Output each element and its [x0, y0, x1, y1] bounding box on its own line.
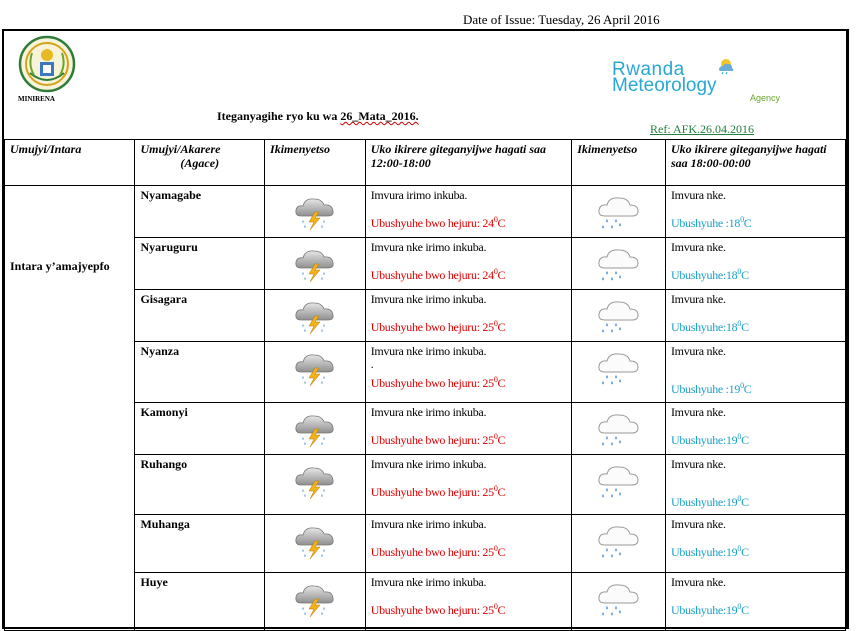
- day-temperature: [371, 215, 567, 231]
- day-forecast-cell: [365, 455, 572, 515]
- day-temperature: [371, 544, 567, 560]
- temp-unit: C: [497, 320, 506, 334]
- degree-sup: 0: [493, 602, 498, 611]
- thunderstorm-icon: [293, 521, 337, 561]
- day-forecast-cell: [365, 403, 572, 455]
- light-rain-icon: [596, 192, 642, 232]
- temp-unit: C: [741, 320, 749, 334]
- thunderstorm-icon: [293, 461, 337, 501]
- degree-sup: 0: [737, 319, 742, 328]
- thunderstorm-icon: [293, 244, 337, 284]
- thunderstorm-icon: [293, 348, 337, 388]
- night-description: Imvura nke.: [670, 457, 726, 471]
- night-forecast-cell: [665, 186, 845, 238]
- extra-mark: .: [370, 357, 374, 371]
- degree-sup: 0: [493, 319, 498, 328]
- district-name: Gisagara: [135, 290, 265, 342]
- day-temperature: [371, 484, 567, 500]
- night-temp-value: Ubushyuhe:19: [670, 603, 738, 617]
- temp-unit: C: [741, 433, 749, 447]
- night-temperature: [671, 319, 840, 335]
- day-temp-value: Ubushyuhe bwo hejuru: 25: [370, 603, 494, 617]
- day-temperature: [371, 375, 567, 391]
- region-cell: [5, 186, 135, 631]
- light-rain-icon: [596, 296, 642, 336]
- thunderstorm-icon: [293, 409, 337, 449]
- day-temperature: [371, 319, 567, 335]
- col-district-a: Umujyi/Akarere: [140, 142, 221, 156]
- degree-sup: 0: [740, 381, 744, 390]
- night-temp-value: Ubushyuhe :18: [670, 216, 741, 230]
- logo-sun-cloud-icon: [716, 57, 736, 75]
- day-temp-value: Ubushyuhe bwo hejuru: 24: [370, 216, 494, 230]
- day-icon-cell: [265, 290, 366, 342]
- night-forecast-cell: [665, 290, 845, 342]
- day-description: Imvura nke irimo inkuba.: [370, 344, 487, 358]
- night-description: Imvura nke.: [670, 188, 726, 202]
- day-icon-cell: [265, 455, 366, 515]
- day-description: Imvura nke irimo inkuba.: [370, 240, 487, 254]
- forecast-header: [4, 31, 846, 140]
- night-temperature: [671, 267, 840, 283]
- night-forecast-cell: [665, 238, 845, 290]
- degree-sup: 0: [493, 267, 498, 276]
- temp-unit: C: [497, 268, 506, 282]
- col-day-weather: Uko ikirere giteganyijwe hagati saa 12:00-18:00: [365, 140, 572, 186]
- temp-unit: C: [741, 495, 749, 509]
- temp-unit: C: [497, 376, 506, 390]
- temp-unit: C: [497, 485, 506, 499]
- temp-unit: C: [741, 603, 749, 617]
- light-rain-icon: [596, 348, 642, 388]
- region-name: Intara y’amajyepfo: [10, 259, 110, 273]
- day-forecast-cell: [365, 186, 572, 238]
- day-description: Imvura nke irimo inkuba.: [370, 457, 487, 471]
- temp-unit: C: [741, 268, 749, 282]
- day-forecast-cell: [365, 515, 572, 573]
- day-temperature: [371, 267, 567, 283]
- night-description: Imvura nke.: [670, 575, 726, 589]
- light-rain-icon: [596, 579, 642, 619]
- thunderstorm-icon: [293, 579, 337, 619]
- night-temp-value: Ubushyuhe:18: [670, 268, 738, 282]
- meteo-logo: [612, 59, 781, 103]
- night-temp-value: Ubushyuhe :19: [670, 382, 741, 396]
- night-temp-value: Ubushyuhe:18: [670, 320, 738, 334]
- degree-sup: 0: [737, 544, 742, 553]
- forecast-table: [4, 139, 846, 631]
- night-forecast-cell: [665, 455, 845, 515]
- temp-unit: C: [497, 433, 506, 447]
- day-description: Imvura irimo inkuba.: [370, 188, 468, 202]
- day-description: Imvura nke irimo inkuba.: [370, 575, 487, 589]
- logo-line-3: Agency: [750, 93, 781, 103]
- day-description: Imvura nke irimo inkuba.: [370, 517, 487, 531]
- day-forecast-cell: [365, 290, 572, 342]
- degree-sup: 0: [493, 375, 498, 384]
- night-forecast-cell: [665, 515, 845, 573]
- degree-sup: 0: [493, 215, 498, 224]
- date-of-issue: Date of Issue: Tuesday, 26 April 2016: [463, 12, 660, 27]
- ministry-label: MINIRENA: [18, 95, 55, 103]
- day-forecast-cell: [365, 342, 572, 403]
- day-description: Imvura nke irimo inkuba.: [370, 405, 487, 419]
- temp-unit: C: [741, 545, 749, 559]
- night-description: Imvura nke.: [670, 517, 726, 531]
- rwanda-seal-icon: [18, 35, 76, 93]
- day-temp-value: Ubushyuhe bwo hejuru: 25: [370, 485, 494, 499]
- night-description: Imvura nke.: [670, 405, 726, 419]
- night-icon-cell: [572, 186, 666, 238]
- degree-sup: 0: [493, 484, 498, 493]
- day-temp-value: Ubushyuhe bwo hejuru: 25: [370, 376, 494, 390]
- thunderstorm-icon: [293, 192, 337, 232]
- night-icon-cell: [572, 290, 666, 342]
- day-icon-cell: [265, 186, 366, 238]
- forecast-title: [217, 109, 419, 124]
- night-icon-cell: [572, 455, 666, 515]
- day-temperature: [371, 432, 567, 448]
- title-date: 26_Mata_2016.: [340, 109, 419, 123]
- night-description: Imvura nke.: [670, 240, 726, 254]
- day-icon-cell: [265, 342, 366, 403]
- degree-sup: 0: [737, 602, 742, 611]
- day-icon-cell: [265, 403, 366, 455]
- night-icon-cell: [572, 515, 666, 573]
- night-temp-value: Ubushyuhe:19: [670, 495, 738, 509]
- night-forecast-cell: [665, 342, 845, 403]
- light-rain-icon: [596, 244, 642, 284]
- degree-sup: 0: [737, 494, 742, 503]
- day-temp-value: Ubushyuhe bwo hejuru: 25: [370, 545, 494, 559]
- night-description: Imvura nke.: [670, 292, 726, 306]
- night-forecast-cell: [665, 403, 845, 455]
- night-temperature: [671, 432, 840, 448]
- district-name: Huye: [135, 573, 265, 631]
- district-name: Muhanga: [135, 515, 265, 573]
- reference-link[interactable]: Ref: AFK.26.04.2016: [650, 122, 755, 136]
- night-temp-value: Ubushyuhe:19: [670, 545, 738, 559]
- night-description: Imvura nke.: [670, 344, 726, 358]
- thunderstorm-icon: [293, 296, 337, 336]
- district-name: Nyamagabe: [135, 186, 265, 238]
- degree-sup: 0: [737, 267, 742, 276]
- table-row: [5, 186, 846, 238]
- day-temp-value: Ubushyuhe bwo hejuru: 25: [370, 320, 494, 334]
- col-district-b: (Agace): [180, 156, 220, 170]
- forecast-frame: [2, 29, 849, 629]
- light-rain-icon: [596, 521, 642, 561]
- col-icon-night: Ikimenyetso: [572, 140, 666, 186]
- light-rain-icon: [596, 461, 642, 501]
- col-region: Umujyi/Intara: [5, 140, 135, 186]
- temp-unit: C: [743, 382, 752, 396]
- col-night-weather: Uko ikirere giteganyijwe hagati saa 18:00-00:00: [665, 140, 845, 186]
- night-icon-cell: [572, 238, 666, 290]
- degree-sup: 0: [493, 432, 498, 441]
- temp-unit: C: [743, 216, 752, 230]
- day-temp-value: Ubushyuhe bwo hejuru: 25: [370, 433, 494, 447]
- day-icon-cell: [265, 515, 366, 573]
- night-temperature: [671, 544, 840, 560]
- district-name: Ruhango: [135, 455, 265, 515]
- day-temp-value: Ubushyuhe bwo hejuru: 24: [370, 268, 494, 282]
- day-icon-cell: [265, 238, 366, 290]
- night-temperature: [671, 494, 840, 510]
- degree-sup: 0: [737, 432, 742, 441]
- logo-line-2: Meteorology: [612, 75, 717, 96]
- night-temperature: [671, 381, 840, 397]
- district-name: Nyanza: [135, 342, 265, 403]
- title-prefix: Iteganyagihe ryo ku wa: [217, 109, 341, 123]
- district-name: Kamonyi: [135, 403, 265, 455]
- district-name: Nyaruguru: [135, 238, 265, 290]
- degree-sup: 0: [740, 215, 744, 224]
- night-temp-value: Ubushyuhe:19: [670, 433, 738, 447]
- degree-sup: 0: [493, 544, 498, 553]
- light-rain-icon: [596, 409, 642, 449]
- table-header-row: [5, 140, 846, 186]
- night-icon-cell: [572, 403, 666, 455]
- night-temperature: [671, 602, 840, 618]
- night-icon-cell: [572, 342, 666, 403]
- col-district: [135, 140, 265, 186]
- day-temperature: [371, 602, 567, 618]
- logo-line-1: Rwanda: [612, 59, 685, 80]
- day-description: Imvura nke irimo inkuba.: [370, 292, 487, 306]
- temp-unit: C: [497, 545, 506, 559]
- col-icon-day: Ikimenyetso: [265, 140, 366, 186]
- day-forecast-cell: [365, 238, 572, 290]
- temp-unit: C: [497, 216, 506, 230]
- night-temperature: [671, 215, 840, 231]
- temp-unit: C: [497, 603, 506, 617]
